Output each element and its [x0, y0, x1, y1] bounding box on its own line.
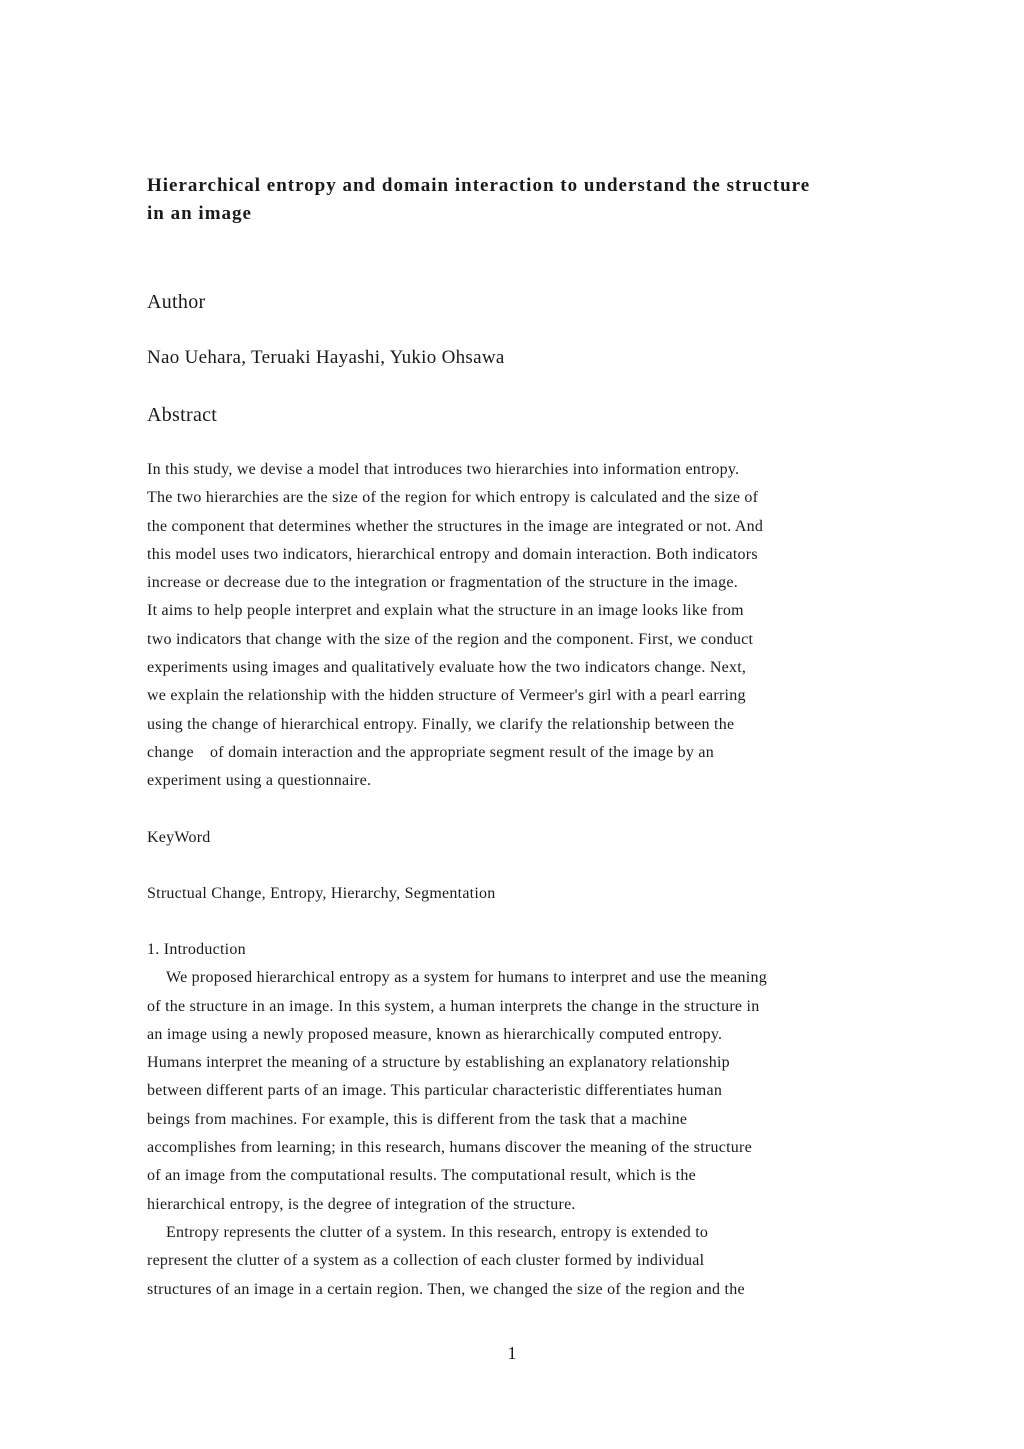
- abstract-line: It aims to help people interpret and explain what the structure in an image looks like from: [147, 602, 744, 620]
- introduction-line: represent the clutter of a system as a collection of each cluster formed by individual: [147, 1252, 705, 1270]
- introduction-line: structures of an image in a certain region. Then, we changed the size of the region and the: [147, 1280, 745, 1298]
- paper-title-line-1: Hierarchical entropy and domain interaction to understand the structure: [147, 175, 811, 196]
- abstract-line: two indicators that change with the size of the region and the component. First, we conduct: [147, 630, 754, 648]
- introduction-line: hierarchical entropy, is the degree of integration of the structure.: [147, 1195, 576, 1213]
- abstract-heading: Abstract: [147, 404, 218, 426]
- introduction-section: [147, 936, 887, 1304]
- abstract-line: the component that determines whether the structures in the image are integrated or not. And: [147, 517, 764, 535]
- abstract-line: experiment using a questionnaire.: [147, 772, 372, 790]
- abstract-line: increase or decrease due to the integration or fragmentation of the structure in the image.: [147, 574, 738, 592]
- introduction-line: We proposed hierarchical entropy as a system for humans to interpret and use the meaning: [166, 969, 767, 987]
- keyword-heading: KeyWord: [147, 829, 211, 846]
- author-list: Nao Uehara, Teruaki Hayashi, Yukio Ohsawa: [147, 347, 505, 368]
- page-number: 1: [507, 1343, 517, 1363]
- abstract-line: we explain the relationship with the hidden structure of Vermeer's girl with a pearl earring: [147, 687, 746, 705]
- introduction-line: Entropy represents the clutter of a system. In this research, entropy is extended to: [166, 1223, 709, 1241]
- paper-title: [147, 172, 887, 228]
- introduction-heading: 1. Introduction: [147, 941, 246, 958]
- abstract-line: using the change of hierarchical entropy. Finally, we clarify the relationship between the: [147, 715, 735, 733]
- introduction-line: an image using a newly proposed measure, known as hierarchically computed entropy.: [147, 1025, 723, 1043]
- introduction-line: Humans interpret the meaning of a structure by establishing an explanatory relationship: [147, 1054, 730, 1072]
- introduction-line: accomplishes from learning; in this research, humans discover the meaning of the structure: [147, 1139, 752, 1157]
- introduction-line: of an image from the computational results. The computational result, which is the: [147, 1167, 696, 1185]
- keyword-list: Structual Change, Entropy, Hierarchy, Segmentation: [147, 885, 496, 902]
- author-heading: Author: [147, 291, 206, 313]
- introduction-line: of the structure in an image. In this system, a human interprets the change in the structure in: [147, 997, 760, 1015]
- abstract-line: In this study, we devise a model that introduces two hierarchies into information entropy.: [147, 461, 740, 478]
- abstract-line: experiments using images and qualitatively evaluate how the two indicators change. Next,: [147, 659, 747, 677]
- abstract-line: change of domain interaction and the appropriate segment result of the image by an: [147, 743, 714, 761]
- introduction-line: beings from machines. For example, this is different from the task that a machine: [147, 1110, 688, 1128]
- abstract-line: The two hierarchies are the size of the region for which entropy is calculated and the size of: [147, 489, 759, 507]
- paper-title-line-2: in an image: [147, 203, 252, 224]
- introduction-line: between different parts of an image. This particular characteristic differentiates human: [147, 1082, 723, 1100]
- abstract-body: [147, 456, 887, 796]
- abstract-line: this model uses two indicators, hierarchical entropy and domain interaction. Both indicators: [147, 545, 758, 563]
